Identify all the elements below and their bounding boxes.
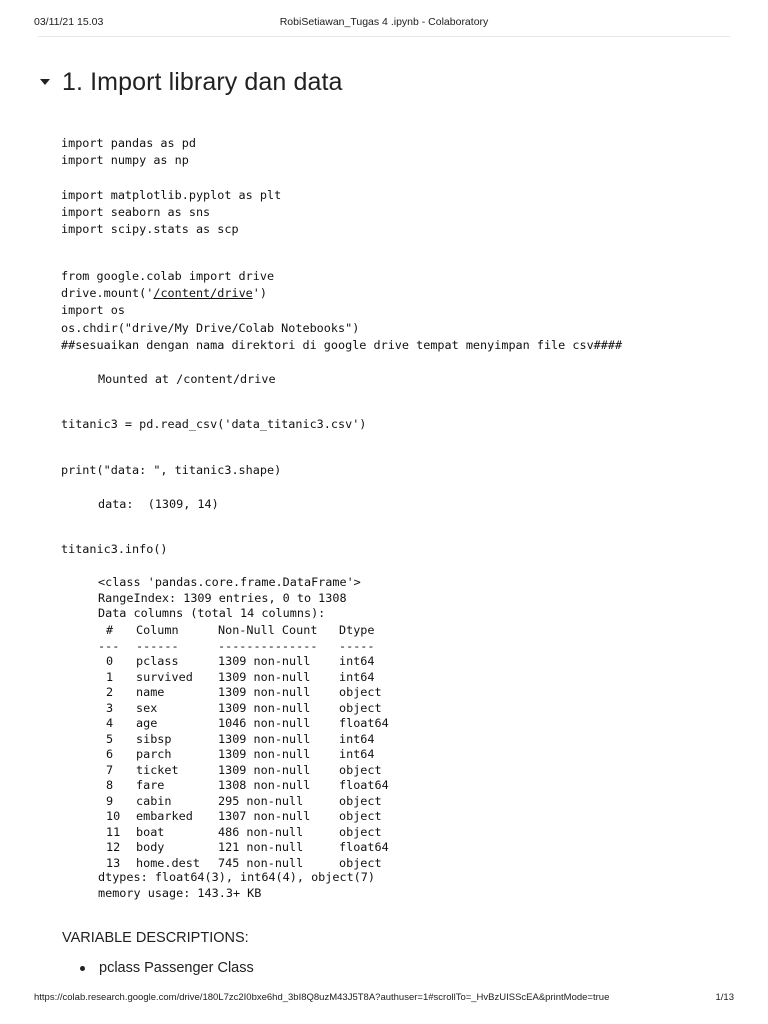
variable-list: [80, 960, 254, 976]
row-index: 13: [106, 855, 121, 870]
row-column: home.dest: [136, 855, 200, 870]
row-column: boat: [136, 824, 165, 839]
row-index: 4: [106, 716, 114, 730]
row-dtype: int64: [339, 654, 375, 668]
row-column: embarked: [136, 809, 193, 823]
row-non-null: 1309 non-null: [218, 669, 311, 684]
caret-down-icon[interactable]: [38, 75, 52, 89]
row-non-null: 1046 non-null: [218, 716, 311, 730]
info-output-header: <class 'pandas.core.frame.DataFrame'> RangeIndex: 1309 entries, 0 to 1308 Data columns (total 14 columns):: [98, 575, 361, 620]
row-dtype: object: [339, 762, 382, 777]
row-index: 6: [106, 747, 114, 761]
row-column: sibsp: [136, 731, 172, 746]
separator-cell: -----: [339, 638, 375, 653]
separator-cell: ---: [98, 638, 120, 653]
list-item: [80, 960, 254, 976]
code-cell-drive-mount[interactable]: [61, 268, 622, 354]
row-non-null: 1309 non-null: [218, 731, 311, 746]
row-index: 8: [106, 778, 114, 792]
row-index: 2: [106, 685, 114, 699]
code-cell-imports-1[interactable]: import pandas as pd import numpy as np: [61, 136, 196, 168]
row-non-null: 295 non-null: [218, 793, 304, 808]
row-dtype: object: [339, 793, 382, 808]
header-dtype: Dtype: [339, 623, 375, 637]
separator-cell: ------: [136, 638, 179, 653]
row-non-null: 1309 non-null: [218, 654, 311, 668]
table-row: [98, 825, 409, 841]
header-non-null: Non-Null Count: [218, 623, 318, 637]
info-table-header: [98, 623, 409, 639]
row-column: ticket: [136, 762, 179, 777]
row-non-null: 486 non-null: [218, 824, 304, 839]
variable-descriptions-heading: VARIABLE DESCRIPTIONS:: [62, 930, 249, 946]
separator-cell: --------------: [218, 638, 318, 653]
row-index: 11: [106, 824, 121, 839]
section-heading: [38, 64, 343, 100]
row-index: 10: [106, 809, 121, 823]
row-column: name: [136, 685, 165, 699]
code-cell-read-csv[interactable]: titanic3 = pd.read_csv('data_titanic3.csv'): [61, 417, 367, 431]
row-column: survived: [136, 669, 193, 684]
row-column: sex: [136, 700, 158, 715]
print-footer: [34, 992, 734, 1006]
row-index: 9: [106, 793, 114, 808]
row-non-null: 1308 non-null: [218, 778, 311, 792]
row-index: 3: [106, 700, 114, 715]
code-lines: import os os.chdir("drive/My Drive/Colab Notebooks") ##sesuaikan dengan nama direktori di google drive tempat menyimpan file csv####: [61, 303, 623, 352]
section-title: 1. Import library dan data: [62, 67, 343, 96]
content-drive-link[interactable]: /content/drive: [153, 286, 253, 301]
cell-output-shape: data: (1309, 14): [98, 497, 219, 511]
info-table: [98, 623, 409, 871]
table-row: [98, 670, 409, 686]
row-index: 0: [106, 654, 114, 668]
row-non-null: 1309 non-null: [218, 762, 311, 777]
row-column: body: [136, 840, 165, 854]
row-non-null: 121 non-null: [218, 840, 304, 854]
table-row: [98, 685, 409, 701]
code-line: drive.mount(': [61, 286, 154, 301]
row-non-null: 1309 non-null: [218, 685, 311, 699]
bullet-icon: [80, 966, 85, 971]
code-line: '): [252, 286, 267, 301]
print-date: 03/11/21 15.03: [34, 16, 104, 28]
row-dtype: float64: [339, 716, 389, 730]
row-dtype: float64: [339, 840, 389, 854]
row-dtype: object: [339, 700, 382, 715]
row-column: parch: [136, 747, 172, 761]
table-row: [98, 763, 409, 779]
print-header: [34, 12, 734, 28]
table-row: [98, 840, 409, 856]
table-row: [98, 701, 409, 717]
info-table-separator: [98, 639, 409, 655]
row-non-null: 1309 non-null: [218, 700, 311, 715]
table-row: [98, 794, 409, 810]
row-index: 5: [106, 731, 114, 746]
row-dtype: int64: [339, 669, 375, 684]
row-column: cabin: [136, 793, 172, 808]
row-index: 7: [106, 762, 114, 777]
code-cell-info[interactable]: titanic3.info(): [61, 542, 168, 556]
row-dtype: float64: [339, 778, 389, 792]
code-cell-imports-2[interactable]: import matplotlib.pyplot as plt import seaborn as sns import scipy.stats as scp: [61, 188, 282, 237]
print-title: RobiSetiawan_Tugas 4 .ipynb - Colaboratory: [279, 16, 489, 28]
list-item-text: pclass Passenger Class: [99, 960, 254, 976]
table-row: [98, 778, 409, 794]
row-column: age: [136, 716, 158, 730]
row-dtype: int64: [339, 731, 375, 746]
row-non-null: 745 non-null: [218, 855, 304, 870]
page-number: 1/13: [715, 992, 734, 1003]
row-dtype: object: [339, 824, 382, 839]
row-dtype: int64: [339, 747, 375, 761]
table-row: [98, 732, 409, 748]
row-dtype: object: [339, 855, 382, 870]
header-index: #: [106, 623, 114, 637]
cell-output-mount: Mounted at /content/drive: [98, 372, 276, 386]
code-line: from google.colab import drive: [61, 269, 275, 283]
row-column: fare: [136, 778, 165, 792]
table-row: [98, 747, 409, 763]
row-index: 1: [106, 669, 114, 684]
table-row: [98, 654, 409, 670]
print-url: https://colab.research.google.com/drive/180L7zc2I0bxe6hd_3bI8Q8uzM43J5T8A?authuser=1#scrollTo=_HvBzUISScEA&printMode=true: [34, 992, 610, 1003]
row-non-null: 1307 non-null: [218, 809, 311, 823]
header-column: Column: [136, 623, 179, 637]
row-index: 12: [106, 840, 121, 854]
info-output-footer: dtypes: float64(3), int64(4), object(7) memory usage: 143.3+ KB: [98, 870, 375, 900]
table-row: [98, 809, 409, 825]
code-cell-print-shape[interactable]: print("data: ", titanic3.shape): [61, 463, 282, 477]
info-table-body: [98, 654, 409, 871]
row-column: pclass: [136, 654, 179, 668]
table-row: [98, 716, 409, 732]
header-divider: [38, 36, 730, 37]
row-dtype: object: [339, 809, 382, 823]
row-non-null: 1309 non-null: [218, 747, 311, 761]
row-dtype: object: [339, 685, 382, 699]
